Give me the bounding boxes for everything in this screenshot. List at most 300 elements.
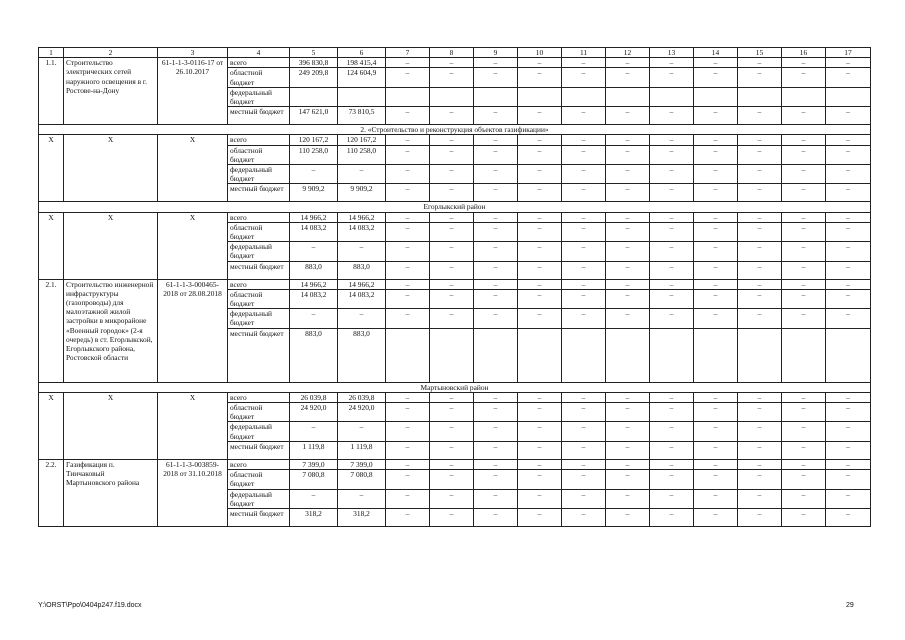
value-col15: – (738, 403, 782, 422)
funding-source: федеральный бюджет (228, 489, 290, 508)
value-col6: 9 909,2 (338, 184, 386, 202)
value-col14: – (694, 459, 738, 469)
value-col14: – (694, 145, 738, 164)
value-col6: – (338, 489, 386, 508)
value-col15: – (738, 184, 782, 202)
value-col17: – (826, 470, 871, 489)
page-number: 29 (846, 602, 854, 609)
object-name: Строительство инженерной инфраструктуры (газопроводы) для малоэтажной жилой застройки в микрорайоне «Военный городок» (2-я очередь) в ст. Егорлыкской, Егорлыкского района, Ростовской области (64, 279, 158, 382)
value-col11: – (562, 441, 606, 459)
value-col11: – (562, 392, 606, 402)
value-col13: – (650, 135, 694, 145)
value-col12: – (606, 470, 650, 489)
value-col14: – (694, 222, 738, 241)
value-col11: – (562, 508, 606, 526)
table-row (39, 392, 871, 402)
value-col13: – (650, 459, 694, 469)
funding-source: всего (228, 212, 290, 222)
row-number: Х (39, 135, 64, 202)
value-col14: – (694, 422, 738, 441)
object-code: 61-1-1-3-000465-2018 от 28.08.2018 (158, 279, 228, 382)
value-col16: – (782, 289, 826, 308)
value-col11: – (562, 279, 606, 289)
row-number: 1.1. (39, 58, 64, 125)
value-col9: – (474, 165, 518, 184)
value-col8: – (430, 58, 474, 68)
funding-source: федеральный бюджет (228, 165, 290, 184)
value-col5: 14 083,2 (290, 289, 338, 308)
value-col15: – (738, 279, 782, 289)
value-col5: 14 083,2 (290, 222, 338, 241)
value-col16 (782, 328, 826, 382)
funding-source: областной бюджет (228, 403, 290, 422)
value-col13: – (650, 441, 694, 459)
value-col12: – (606, 242, 650, 261)
value-col14: – (694, 68, 738, 87)
value-col14: – (694, 279, 738, 289)
value-col9: – (474, 459, 518, 469)
value-col14: – (694, 107, 738, 125)
value-col12 (606, 328, 650, 382)
value-col8 (430, 328, 474, 382)
object-name: Х (64, 135, 158, 202)
value-col12: – (606, 165, 650, 184)
value-col8: – (430, 489, 474, 508)
value-col6: 110 258,0 (338, 145, 386, 164)
value-col17: – (826, 261, 871, 279)
value-col11: – (562, 459, 606, 469)
value-col14: – (694, 309, 738, 328)
value-col9: – (474, 145, 518, 164)
column-number: 15 (738, 48, 782, 58)
value-col7: – (386, 392, 430, 402)
value-col11: – (562, 68, 606, 87)
value-col7: – (386, 135, 430, 145)
value-col10 (518, 328, 562, 382)
value-col8: – (430, 392, 474, 402)
value-col17: – (826, 165, 871, 184)
value-col5: 14 966,2 (290, 279, 338, 289)
value-col13: – (650, 58, 694, 68)
value-col13 (650, 87, 694, 106)
value-col13: – (650, 212, 694, 222)
value-col17: – (826, 403, 871, 422)
value-col16: – (782, 403, 826, 422)
value-col6: 1 119,8 (338, 441, 386, 459)
value-col12: – (606, 459, 650, 469)
value-col7: – (386, 508, 430, 526)
value-col15: – (738, 261, 782, 279)
value-col7: – (386, 222, 430, 241)
value-col10: – (518, 212, 562, 222)
value-col16: – (782, 242, 826, 261)
value-col17: – (826, 422, 871, 441)
value-col8: – (430, 508, 474, 526)
value-col9: – (474, 403, 518, 422)
column-number: 12 (606, 48, 650, 58)
value-col8: – (430, 309, 474, 328)
section-heading: Мартыновский район (39, 382, 871, 392)
value-col16: – (782, 470, 826, 489)
value-col7: – (386, 212, 430, 222)
value-col7: – (386, 459, 430, 469)
value-col10: – (518, 145, 562, 164)
value-col8: – (430, 165, 474, 184)
value-col10: – (518, 165, 562, 184)
value-col11: – (562, 212, 606, 222)
funding-source: федеральный бюджет (228, 87, 290, 106)
funding-source: всего (228, 279, 290, 289)
value-col11: – (562, 289, 606, 308)
value-col15: – (738, 309, 782, 328)
column-number: 7 (386, 48, 430, 58)
value-col9: – (474, 309, 518, 328)
value-col15: – (738, 58, 782, 68)
value-col6: 14 966,2 (338, 212, 386, 222)
value-col5: 883,0 (290, 261, 338, 279)
value-col17: – (826, 459, 871, 469)
value-col15: – (738, 392, 782, 402)
column-number: 3 (158, 48, 228, 58)
value-col6: 14 083,2 (338, 222, 386, 241)
value-col10: – (518, 279, 562, 289)
value-col13: – (650, 392, 694, 402)
value-col10: – (518, 107, 562, 125)
value-col17: – (826, 279, 871, 289)
table-row (39, 459, 871, 469)
value-col6: – (338, 165, 386, 184)
value-col5: 7 399,0 (290, 459, 338, 469)
value-col9: – (474, 242, 518, 261)
value-col9: – (474, 261, 518, 279)
value-col6 (338, 87, 386, 106)
object-code: 61-1-1-3-0116-17 от 26.10.2017 (158, 58, 228, 125)
funding-source: всего (228, 58, 290, 68)
value-col11: – (562, 58, 606, 68)
value-col8: – (430, 145, 474, 164)
value-col8: – (430, 289, 474, 308)
section-heading: Егорлыкский район (39, 202, 871, 212)
value-col12: – (606, 309, 650, 328)
object-name: Газификация п. Тиичаковый Мартыновского района (64, 459, 158, 526)
value-col13: – (650, 422, 694, 441)
value-col5: 1 119,8 (290, 441, 338, 459)
value-col7: – (386, 68, 430, 87)
value-col11: – (562, 184, 606, 202)
value-col8: – (430, 68, 474, 87)
object-code: Х (158, 212, 228, 279)
value-col8: – (430, 212, 474, 222)
value-col11: – (562, 309, 606, 328)
value-col9: – (474, 441, 518, 459)
value-col12: – (606, 289, 650, 308)
value-col16: – (782, 222, 826, 241)
value-col17: – (826, 58, 871, 68)
object-code: Х (158, 392, 228, 459)
value-col17: – (826, 392, 871, 402)
value-col14: – (694, 403, 738, 422)
section-heading-row (39, 202, 871, 212)
value-col12: – (606, 58, 650, 68)
value-col15: – (738, 508, 782, 526)
value-col8: – (430, 184, 474, 202)
value-col10: – (518, 459, 562, 469)
value-col12: – (606, 135, 650, 145)
value-col7: – (386, 279, 430, 289)
value-col14: – (694, 441, 738, 459)
value-col9: – (474, 289, 518, 308)
value-col11: – (562, 107, 606, 125)
column-number: 4 (228, 48, 290, 58)
value-col5: – (290, 489, 338, 508)
value-col7 (386, 87, 430, 106)
value-col16 (782, 87, 826, 106)
value-col17 (826, 87, 871, 106)
value-col6: 14 966,2 (338, 279, 386, 289)
value-col17: – (826, 441, 871, 459)
value-col14: – (694, 135, 738, 145)
value-col11: – (562, 403, 606, 422)
value-col8: – (430, 242, 474, 261)
value-col7: – (386, 403, 430, 422)
value-col12 (606, 87, 650, 106)
table-row (39, 135, 871, 145)
value-col8: – (430, 222, 474, 241)
value-col10: – (518, 470, 562, 489)
value-col5: – (290, 309, 338, 328)
value-col6: 120 167,2 (338, 135, 386, 145)
value-col5: 120 167,2 (290, 135, 338, 145)
value-col7: – (386, 470, 430, 489)
value-col15: – (738, 459, 782, 469)
object-name: Х (64, 392, 158, 459)
value-col12: – (606, 107, 650, 125)
value-col11 (562, 328, 606, 382)
table-row (39, 58, 871, 68)
value-col12: – (606, 441, 650, 459)
value-col17: – (826, 184, 871, 202)
value-col12: – (606, 222, 650, 241)
value-col14 (694, 87, 738, 106)
column-number: 2 (64, 48, 158, 58)
funding-source: всего (228, 135, 290, 145)
value-col9: – (474, 392, 518, 402)
value-col15: – (738, 68, 782, 87)
value-col14 (694, 328, 738, 382)
value-col8: – (430, 107, 474, 125)
value-col8: – (430, 261, 474, 279)
value-col15 (738, 328, 782, 382)
row-number: Х (39, 392, 64, 459)
value-col17 (826, 328, 871, 382)
value-col15 (738, 87, 782, 106)
value-col7: – (386, 242, 430, 261)
value-col16: – (782, 392, 826, 402)
value-col11: – (562, 470, 606, 489)
funding-source: местный бюджет (228, 441, 290, 459)
value-col16: – (782, 68, 826, 87)
value-col13: – (650, 184, 694, 202)
value-col5: 9 909,2 (290, 184, 338, 202)
value-col5: 883,0 (290, 328, 338, 382)
value-col9: – (474, 212, 518, 222)
value-col9: – (474, 58, 518, 68)
value-col14: – (694, 392, 738, 402)
value-col12: – (606, 508, 650, 526)
value-col10: – (518, 222, 562, 241)
value-col16: – (782, 309, 826, 328)
value-col6: 883,0 (338, 328, 386, 382)
value-col17: – (826, 212, 871, 222)
value-col14: – (694, 58, 738, 68)
value-col16: – (782, 441, 826, 459)
value-col16: – (782, 184, 826, 202)
funding-source: всего (228, 392, 290, 402)
value-col11: – (562, 489, 606, 508)
value-col13: – (650, 309, 694, 328)
value-col10: – (518, 184, 562, 202)
value-col10: – (518, 309, 562, 328)
value-col11: – (562, 242, 606, 261)
column-number: 5 (290, 48, 338, 58)
funding-source: федеральный бюджет (228, 422, 290, 441)
value-col9: – (474, 470, 518, 489)
value-col9: – (474, 279, 518, 289)
value-col15: – (738, 242, 782, 261)
value-col17: – (826, 508, 871, 526)
funding-source: федеральный бюджет (228, 242, 290, 261)
value-col13: – (650, 145, 694, 164)
value-col10: – (518, 261, 562, 279)
value-col9: – (474, 135, 518, 145)
value-col10: – (518, 489, 562, 508)
value-col12: – (606, 184, 650, 202)
value-col6: – (338, 242, 386, 261)
value-col17: – (826, 289, 871, 308)
value-col11 (562, 87, 606, 106)
value-col13: – (650, 222, 694, 241)
value-col15: – (738, 222, 782, 241)
value-col13: – (650, 107, 694, 125)
value-col7: – (386, 489, 430, 508)
value-col12: – (606, 489, 650, 508)
value-col14: – (694, 212, 738, 222)
value-col13: – (650, 470, 694, 489)
value-col9: – (474, 107, 518, 125)
value-col16: – (782, 212, 826, 222)
value-col9 (474, 328, 518, 382)
value-col7: – (386, 184, 430, 202)
value-col16: – (782, 58, 826, 68)
value-col12: – (606, 422, 650, 441)
value-col5: – (290, 242, 338, 261)
value-col17: – (826, 222, 871, 241)
value-col15: – (738, 441, 782, 459)
value-col13: – (650, 403, 694, 422)
value-col8: – (430, 135, 474, 145)
footer-file-path: Y:\ORST\Ppo\0404p247.f19.docx (38, 602, 142, 609)
row-number: 2.2. (39, 459, 64, 526)
funding-source: местный бюджет (228, 261, 290, 279)
value-col11: – (562, 145, 606, 164)
value-col16: – (782, 261, 826, 279)
value-col5: 7 080,8 (290, 470, 338, 489)
value-col12: – (606, 68, 650, 87)
value-col6: – (338, 422, 386, 441)
value-col10: – (518, 508, 562, 526)
section-heading-row (39, 125, 871, 135)
value-col10: – (518, 58, 562, 68)
value-col16: – (782, 107, 826, 125)
value-col12: – (606, 261, 650, 279)
column-number: 14 (694, 48, 738, 58)
value-col8: – (430, 470, 474, 489)
value-col5: 26 039,8 (290, 392, 338, 402)
value-col15: – (738, 422, 782, 441)
value-col12: – (606, 403, 650, 422)
table-row (39, 279, 871, 289)
value-col9: – (474, 489, 518, 508)
budget-table (38, 47, 871, 527)
object-name: Х (64, 212, 158, 279)
value-col17: – (826, 107, 871, 125)
value-col10: – (518, 242, 562, 261)
value-col10: – (518, 403, 562, 422)
value-col5: 14 966,2 (290, 212, 338, 222)
value-col9: – (474, 422, 518, 441)
value-col8: – (430, 459, 474, 469)
value-col17: – (826, 145, 871, 164)
column-number: 11 (562, 48, 606, 58)
value-col7: – (386, 289, 430, 308)
value-col12: – (606, 392, 650, 402)
value-col5: 147 621,0 (290, 107, 338, 125)
value-col17: – (826, 135, 871, 145)
value-col13: – (650, 68, 694, 87)
value-col17: – (826, 68, 871, 87)
value-col13: – (650, 508, 694, 526)
value-col7: – (386, 309, 430, 328)
funding-source: всего (228, 459, 290, 469)
value-col6: 318,2 (338, 508, 386, 526)
value-col6: 14 083,2 (338, 289, 386, 308)
funding-source: местный бюджет (228, 508, 290, 526)
value-col7: – (386, 261, 430, 279)
value-col17: – (826, 489, 871, 508)
value-col5: 249 209,8 (290, 68, 338, 87)
value-col5: – (290, 422, 338, 441)
value-col15: – (738, 165, 782, 184)
value-col14: – (694, 508, 738, 526)
value-col10: – (518, 68, 562, 87)
value-col6: 7 399,0 (338, 459, 386, 469)
value-col11: – (562, 422, 606, 441)
value-col13: – (650, 242, 694, 261)
section-heading-row (39, 382, 871, 392)
value-col16: – (782, 489, 826, 508)
funding-source: областной бюджет (228, 222, 290, 241)
funding-source: областной бюджет (228, 289, 290, 308)
value-col6: 24 920,0 (338, 403, 386, 422)
value-col16: – (782, 135, 826, 145)
value-col7: – (386, 422, 430, 441)
object-name: Строительство электрических сетей наружного освещения в г. Ростове-на-Дону (64, 58, 158, 125)
funding-source: областной бюджет (228, 68, 290, 87)
value-col9: – (474, 68, 518, 87)
value-col10: – (518, 441, 562, 459)
value-col10: – (518, 422, 562, 441)
column-number: 1 (39, 48, 64, 58)
